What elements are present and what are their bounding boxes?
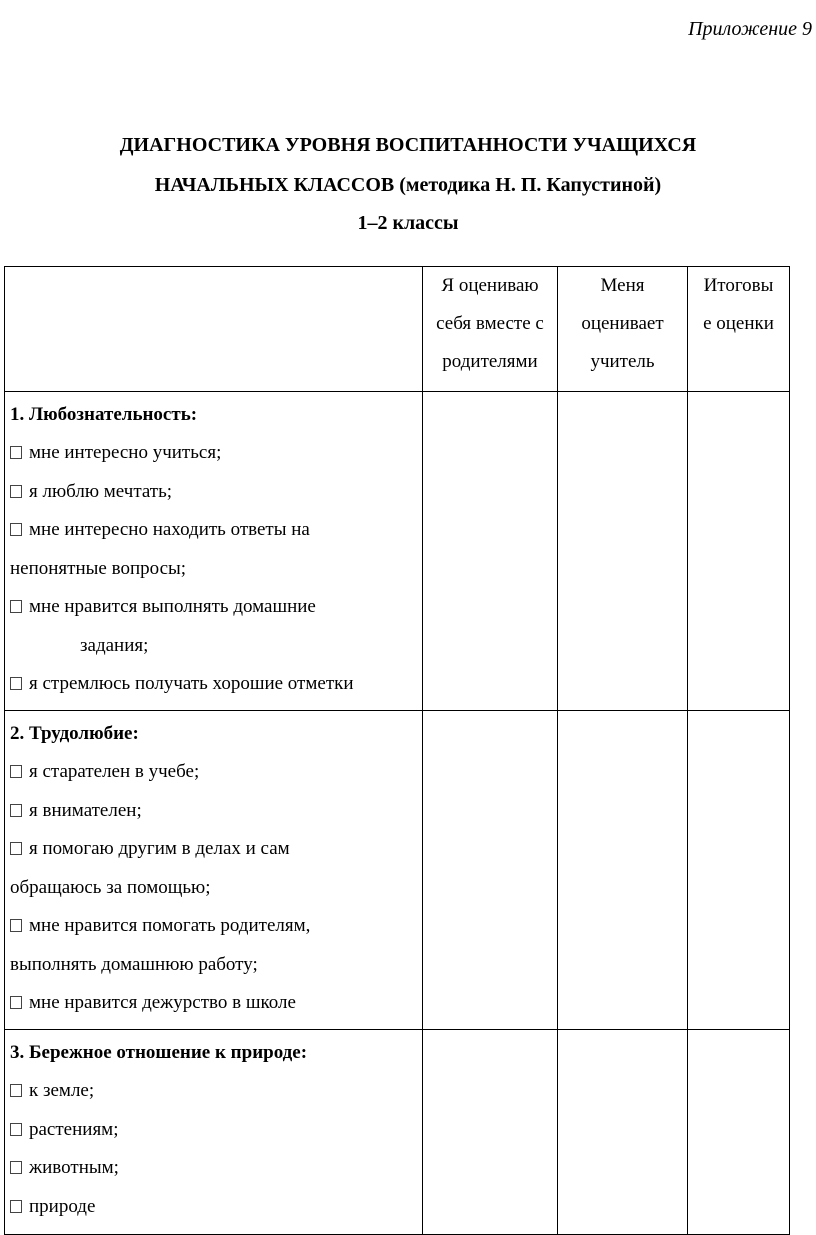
list-item (10, 753, 418, 792)
list-item-continuation (10, 550, 418, 589)
item-text: растениям; (29, 1118, 119, 1140)
document-title-line-1: ДИАГНОСТИКА УРОВНЯ ВОСПИТАННОСТИ УЧАЩИХСЯ (119, 134, 697, 156)
header-text: себя вместе с (436, 313, 544, 334)
document-title-grade: 1–2 классы (357, 212, 459, 234)
item-text: мне нравится выполнять домашние (29, 596, 316, 617)
header-text: учитель (590, 351, 655, 372)
checkbox-bullet-icon (10, 1084, 22, 1097)
header-text: Итоговы (703, 275, 774, 296)
list-item (10, 1111, 418, 1150)
item-text: природе (29, 1195, 96, 1217)
checkbox-bullet-icon (10, 485, 22, 498)
list-item (10, 588, 418, 627)
section-diligence (5, 711, 423, 1030)
item-text: мне нравится помогать родителям, (29, 915, 311, 936)
self-assessment-cell[interactable] (423, 711, 558, 1030)
final-assessment-cell[interactable] (688, 1030, 790, 1235)
section-curiosity (5, 392, 423, 711)
teacher-assessment-cell[interactable] (558, 1030, 688, 1235)
list-item-continuation (10, 869, 418, 908)
header-text: Меня (600, 275, 645, 296)
section-title: 2. Трудолюбие: (10, 723, 139, 744)
list-item (10, 1149, 418, 1188)
header-self-assessment (423, 267, 558, 392)
item-text: мне интересно учиться; (29, 442, 222, 463)
checkbox-bullet-icon (10, 446, 22, 459)
list-item (10, 434, 418, 473)
item-text: непонятные вопросы; (10, 557, 187, 579)
header-final-assessment (688, 267, 790, 392)
list-item (10, 907, 418, 946)
self-assessment-cell[interactable] (423, 1030, 558, 1235)
checkbox-bullet-icon (10, 600, 22, 613)
checkbox-bullet-icon (10, 765, 22, 778)
list-item (10, 1188, 418, 1227)
header-text: Я оцениваю (441, 275, 539, 296)
list-item (10, 665, 418, 704)
header-empty-cell (5, 267, 423, 392)
section-title: 3. Бережное отношение к природе: (10, 1042, 308, 1063)
header-teacher-assessment (558, 267, 688, 392)
checkbox-bullet-icon (10, 919, 22, 932)
teacher-assessment-cell[interactable] (558, 392, 688, 711)
header-text: оценивает (581, 313, 664, 334)
checkbox-bullet-icon (10, 842, 22, 855)
checkbox-bullet-icon (10, 1123, 22, 1136)
item-text: выполнять домашнюю работу; (10, 953, 258, 975)
item-text: обращаюсь за помощью; (10, 876, 211, 898)
checkbox-bullet-icon (10, 1161, 22, 1174)
checkbox-bullet-icon (10, 523, 22, 536)
table-header-row (5, 267, 790, 392)
item-text: я помогаю другим в делах и сам (29, 838, 290, 859)
table-row (5, 1030, 790, 1235)
item-text: к земле; (29, 1080, 95, 1101)
list-item (10, 792, 418, 831)
checkbox-bullet-icon (10, 1200, 22, 1213)
list-item (10, 1072, 418, 1111)
list-item (10, 830, 418, 869)
teacher-assessment-cell[interactable] (558, 711, 688, 1030)
header-text: е оценки (703, 313, 774, 334)
appendix-label: Приложение 9 (688, 18, 812, 40)
list-item-continuation (10, 627, 418, 666)
list-item (10, 984, 418, 1023)
item-text: задания; (80, 634, 149, 656)
list-item (10, 511, 418, 550)
item-text: мне интересно находить ответы на (29, 519, 310, 540)
checkbox-bullet-icon (10, 996, 22, 1009)
item-text: я стремлюсь получать хорошие отметки (29, 673, 354, 694)
document-title-line-2: НАЧАЛЬНЫХ КЛАССОВ (методика Н. П. Капустиной) (154, 174, 662, 196)
item-text: животным; (29, 1157, 119, 1178)
checkbox-bullet-icon (10, 677, 22, 690)
header-text: родителями (442, 351, 538, 372)
diagnostics-table (4, 266, 790, 1235)
section-title: 1. Любознательность: (10, 404, 198, 425)
item-text: я старателен в учебе; (29, 761, 200, 782)
item-text: мне нравится дежурство в школе (29, 992, 296, 1013)
section-nature-care (5, 1030, 423, 1235)
list-item (10, 473, 418, 512)
table-row (5, 711, 790, 1030)
list-item-continuation (10, 946, 418, 985)
item-text: я внимателен; (29, 799, 142, 821)
final-assessment-cell[interactable] (688, 711, 790, 1030)
self-assessment-cell[interactable] (423, 392, 558, 711)
table-row (5, 392, 790, 711)
checkbox-bullet-icon (10, 804, 22, 817)
item-text: я люблю мечтать; (29, 480, 173, 502)
final-assessment-cell[interactable] (688, 392, 790, 711)
